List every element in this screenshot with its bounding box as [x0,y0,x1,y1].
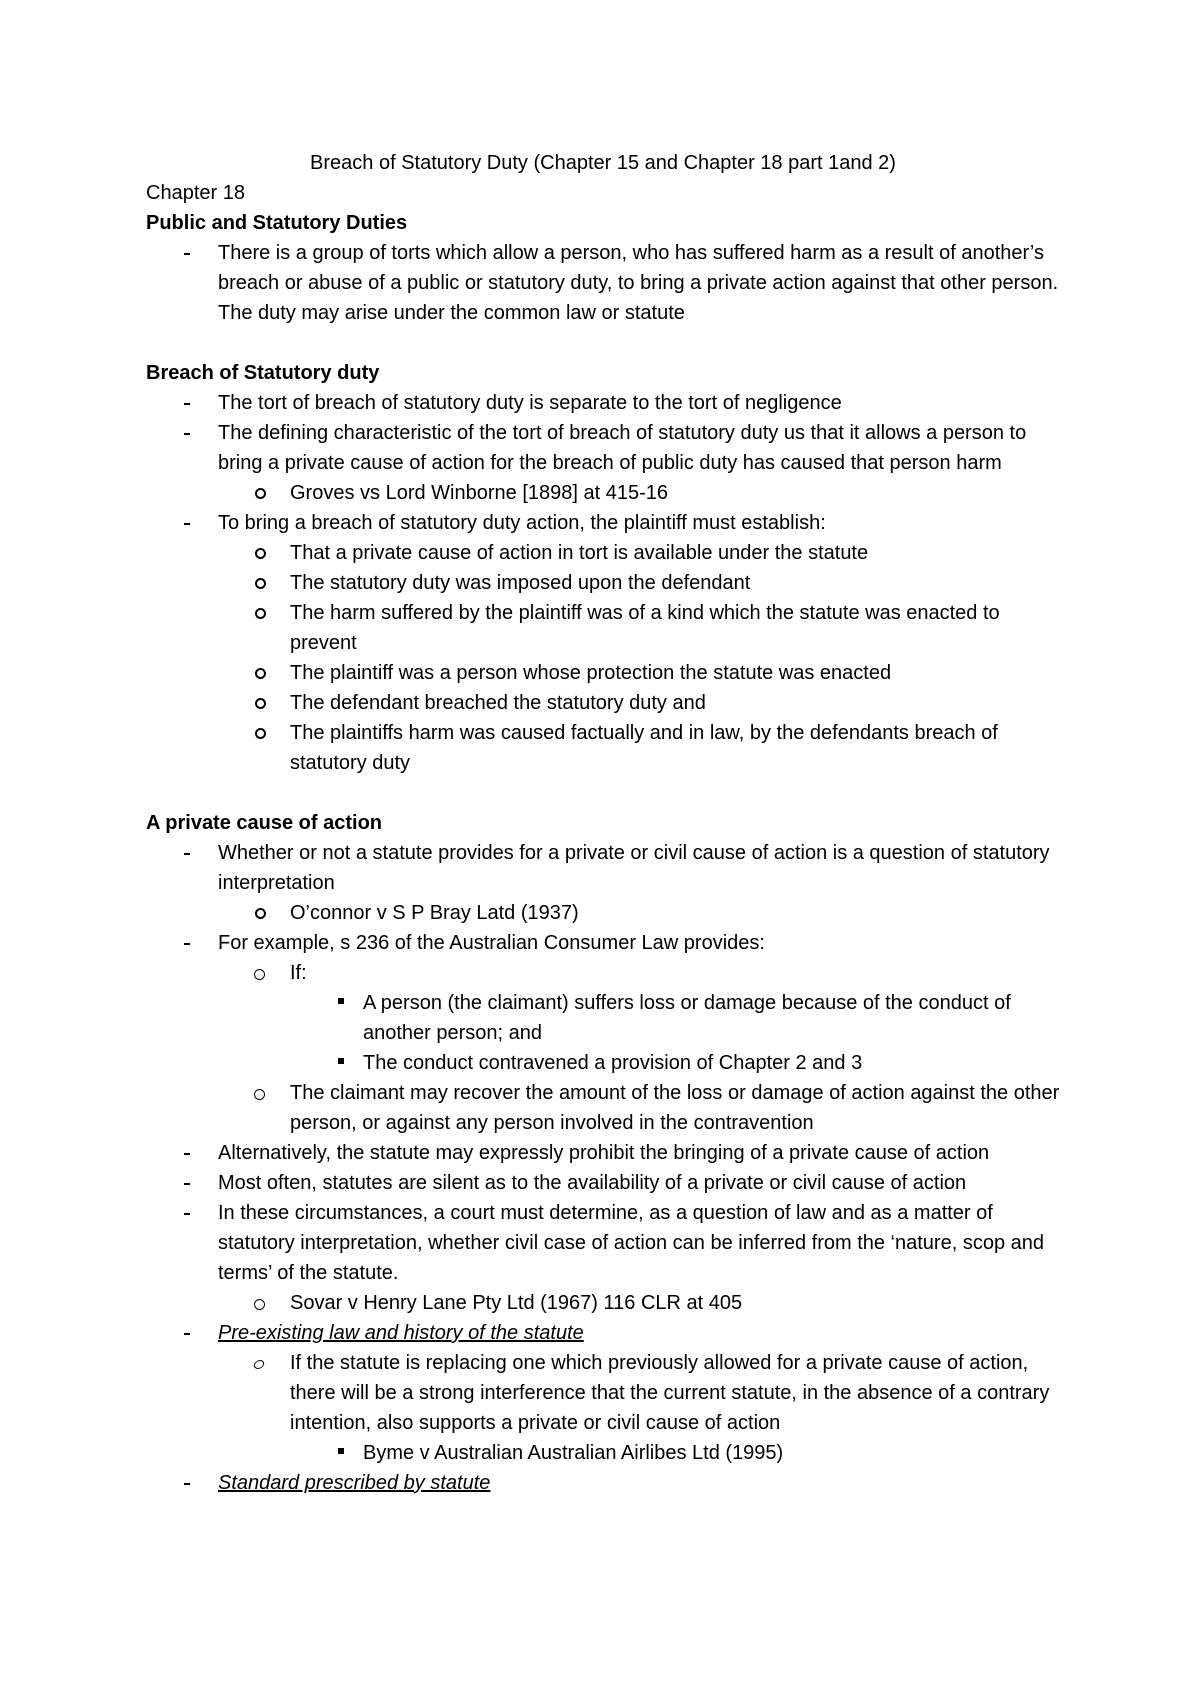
list-item [146,658,1060,688]
list-item [146,838,1060,898]
heading-public-statutory-duties: Public and Statutory Duties [146,212,408,234]
list-item [146,538,1060,568]
list-item-text: Whether or not a statute provides for a private or civil cause of action is a question of statutory interpretation [218,842,1050,894]
circle-bullet-icon [250,538,270,568]
list-private-cause [146,838,1060,1498]
list-item [146,388,1060,418]
list-item [146,1438,1060,1468]
list-item [146,418,1060,478]
list-item [146,1288,1060,1318]
page-title: Breach of Statutory Duty (Chapter 15 and Chapter 18 part 1and 2) [310,152,896,174]
list-item [146,478,1060,508]
chapter-label: Chapter 18 [146,182,245,204]
dash-bullet-icon [178,1198,198,1228]
list-item [146,928,1060,958]
list-item [146,1348,1060,1438]
list-item-text: Alternatively, the statute may expressly prohibit the bringing of a private cause of action [218,1142,990,1164]
list-item-text: The tort of breach of statutory duty is separate to the tort of negligence [218,392,842,414]
circle-bullet-icon [250,658,270,688]
subheading-standard-prescribed: Standard prescribed by statute [218,1472,491,1494]
list-item-text: A person (the claimant) suffers loss or damage because of the conduct of another person; and [363,992,1011,1044]
list-item [146,1168,1060,1198]
list-item-text: O’connor v S P Bray Latd (1937) [290,902,579,924]
circle-bullet-icon [250,718,270,748]
square-bullet-icon [332,988,352,1018]
list-item-text: The defining characteristic of the tort of breach of statutory duty us that it allows a person to bring a private cause of action for the breach of public duty has caused that person harm [218,422,1027,474]
list-item-text: That a private cause of action in tort is available under the statute [290,542,869,564]
list-item-text: Groves vs Lord Winborne [1898] at 415-16 [290,482,668,504]
circle-bullet-icon [250,1078,270,1108]
list-item [146,1048,1060,1078]
list-item-text: The conduct contravened a provision of Chapter 2 and 3 [363,1052,863,1074]
list-item-text: The defendant breached the statutory duty and [290,692,706,714]
heading-private-cause-of-action: A private cause of action [146,812,382,834]
list-item-text: If the statute is replacing one which previously allowed for a private cause of action, there will be a strong interference that the current statute, in the absence of a contrary intention, also supports a private or civil cause of action [290,1352,1050,1434]
list-item [146,1198,1060,1288]
circle-bullet-icon [250,478,270,508]
list-item-text: In these circumstances, a court must determine, as a question of law and as a matter of statutory interpretation, whether civil case of action can be inferred from the ‘nature, scop and terms’ of the statute. [218,1202,1044,1284]
list-breach [146,388,1060,778]
list-item-text: To bring a breach of statutory duty action, the plaintiff must establish: [218,512,826,534]
list-item-text: Byme v Australian Australian Airlibes Ltd (1995) [363,1442,784,1464]
circle-bullet-icon [250,898,270,928]
dash-bullet-icon [178,1468,198,1498]
list-item [146,238,1060,328]
list-item [146,1468,1060,1498]
dash-bullet-icon [178,508,198,538]
dash-bullet-icon [178,418,198,448]
dash-bullet-icon [178,1138,198,1168]
circle-bullet-icon [250,688,270,718]
list-item [146,988,1060,1048]
list-item [146,598,1060,658]
dash-bullet-icon [178,838,198,868]
list-item-text: For example, s 236 of the Australian Consumer Law provides: [218,932,765,954]
circle-bullet-icon [250,958,270,988]
list-item [146,718,1060,778]
list-item-text: Sovar v Henry Lane Pty Ltd (1967) 116 CLR at 405 [290,1292,743,1314]
circle-bullet-icon [250,568,270,598]
list-item-text: The statutory duty was imposed upon the defendant [290,572,751,594]
list-item [146,1078,1060,1138]
list-item [146,958,1060,988]
list-item [146,508,1060,538]
list-item [146,898,1060,928]
list-item [146,688,1060,718]
subheading-pre-existing-law: Pre-existing law and history of the statute [218,1322,584,1344]
list-item-text: Most often, statutes are silent as to the availability of a private or civil cause of action [218,1172,967,1194]
circle-bullet-icon [250,598,270,628]
dash-bullet-icon [178,1168,198,1198]
list-item [146,1318,1060,1348]
dash-bullet-icon [178,388,198,418]
list-item [146,1138,1060,1168]
list-item-text: The harm suffered by the plaintiff was of a kind which the statute was enacted to prevent [290,602,1000,654]
circle-bullet-icon [250,1288,270,1318]
circle-bullet-icon [250,1348,270,1378]
dash-bullet-icon [178,1318,198,1348]
list-item [146,568,1060,598]
list-public-duties [146,238,1060,328]
list-item-text: There is a group of torts which allow a person, who has suffered harm as a result of another’s breach or abuse of a public or statutory duty, to bring a private action against that other person. The duty may arise under the common law or statute [218,242,1059,324]
list-item-text: The claimant may recover the amount of the loss or damage of action against the other person, or against any person involved in the contravention [290,1082,1060,1134]
square-bullet-icon [332,1048,352,1078]
square-bullet-icon [332,1438,352,1468]
list-item-text: If: [290,962,307,984]
heading-breach-statutory-duty: Breach of Statutory duty [146,362,380,384]
list-item-text: The plaintiffs harm was caused factually and in law, by the defendants breach of statutory duty [290,722,998,774]
dash-bullet-icon [178,238,198,268]
list-item-text: The plaintiff was a person whose protection the statute was enacted [290,662,892,684]
dash-bullet-icon [178,928,198,958]
